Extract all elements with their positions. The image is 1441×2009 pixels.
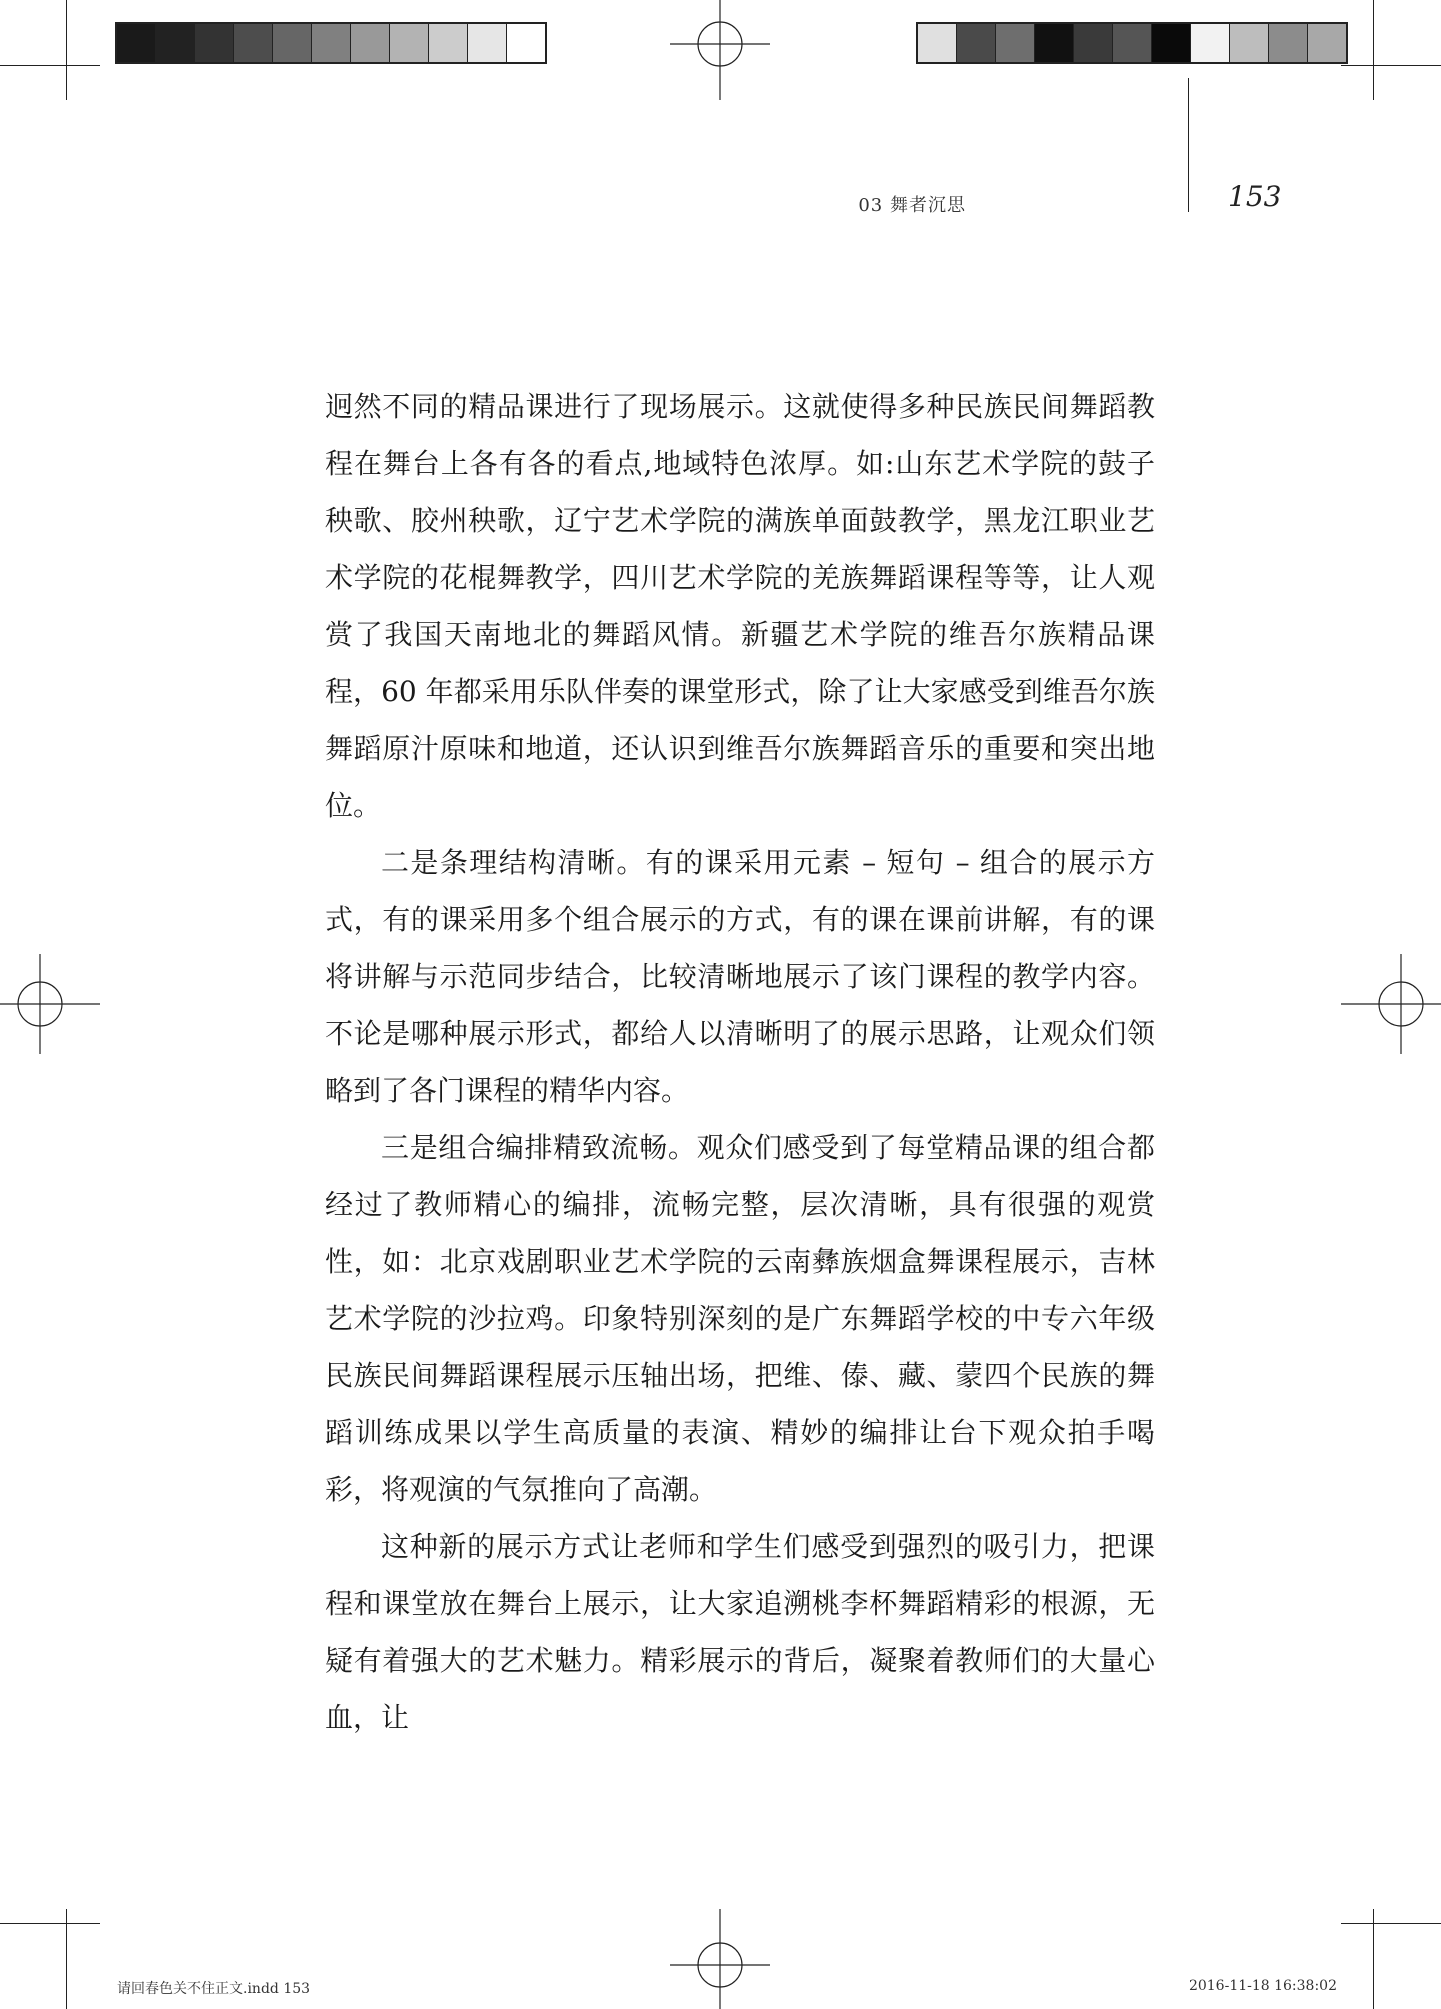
crop-mark	[1373, 1909, 1374, 2009]
page-number: 153	[1228, 180, 1282, 213]
crop-mark	[1373, 0, 1374, 100]
header-divider	[1188, 78, 1189, 212]
crop-mark	[66, 0, 67, 100]
color-swatch	[1190, 24, 1229, 62]
color-swatch	[350, 24, 389, 62]
color-bar-left	[115, 22, 547, 64]
crop-mark	[1341, 65, 1441, 66]
file-slug: 请回春色关不住正文.indd 153	[117, 1981, 311, 1997]
color-swatch	[918, 24, 956, 62]
color-swatch	[1073, 24, 1112, 62]
color-swatch	[428, 24, 467, 62]
color-swatch	[117, 24, 155, 62]
crop-mark	[0, 1923, 100, 1924]
paragraph: 迥然不同的精品课进行了现场展示。这就使得多种民族民间舞蹈教程在舞台上各有各的看点,地域特色浓厚。如:山东艺术学院的鼓子秧歌、胶州秧歌，辽宁艺术学院的满族单面鼓教学，黑龙江职业艺术学院的花棍舞教学，四川艺术学院的羌族舞蹈课程等等，让人观赏了我国天南地北的舞蹈风情。新疆艺术学院的维吾尔族精品课程，60 年都采用乐队伴奏的课堂形式，除了让大家感受到维吾尔族舞蹈原汁原味和地道，还认识到维吾尔族舞蹈音乐的重要和突出地位。	[325, 390, 1155, 822]
color-swatch	[155, 24, 194, 62]
color-swatch	[995, 24, 1034, 62]
color-bar-right	[916, 22, 1348, 64]
registration-mark	[670, 0, 770, 100]
running-head: 03 舞者沉思	[858, 195, 966, 216]
color-swatch	[1034, 24, 1073, 62]
color-swatch	[1151, 24, 1190, 62]
registration-mark	[670, 1909, 770, 2009]
color-swatch	[506, 24, 545, 62]
print-timestamp: 2016-11-18 16:38:02	[1188, 1978, 1337, 1994]
registration-mark	[0, 954, 100, 1054]
color-swatch	[233, 24, 272, 62]
body-text	[325, 378, 1155, 1746]
color-swatch	[1268, 24, 1307, 62]
crop-mark	[1341, 1923, 1441, 1924]
color-swatch	[956, 24, 995, 62]
color-swatch	[1307, 24, 1346, 62]
paragraph: 三是组合编排精致流畅。观众们感受到了每堂精品课的组合都经过了教师精心的编排，流畅完整，层次清晰，具有很强的观赏性，如：北京戏剧职业艺术学院的云南彝族烟盒舞课程展示，吉林艺术学院的沙拉鸡。印象特别深刻的是广东舞蹈学校的中专六年级民族民间舞蹈课程展示压轴出场，把维、傣、藏、蒙四个民族的舞蹈训练成果以学生高质量的表演、精妙的编排让台下观众拍手喝彩，将观演的气氛推向了高潮。	[325, 1131, 1155, 1506]
crop-mark	[66, 1909, 67, 2009]
crop-mark	[0, 65, 100, 66]
color-swatch	[1112, 24, 1151, 62]
color-swatch	[311, 24, 350, 62]
color-swatch	[389, 24, 428, 62]
color-swatch	[194, 24, 233, 62]
color-swatch	[467, 24, 506, 62]
color-swatch	[272, 24, 311, 62]
color-swatch	[1229, 24, 1268, 62]
paragraph: 二是条理结构清晰。有的课采用元素 – 短句 – 组合的展示方式，有的课采用多个组合展示的方式，有的课在课前讲解，有的课将讲解与示范同步结合，比较清晰地展示了该门课程的教学内容。不论是哪种展示形式，都给人以清晰明了的展示思路，让观众们领略到了各门课程的精华内容。	[325, 846, 1155, 1107]
paragraph: 这种新的展示方式让老师和学生们感受到强烈的吸引力，把课程和课堂放在舞台上展示，让大家追溯桃李杯舞蹈精彩的根源，无疑有着强大的艺术魅力。精彩展示的背后，凝聚着教师们的大量心血，让	[325, 1530, 1155, 1734]
registration-mark	[1341, 954, 1441, 1054]
